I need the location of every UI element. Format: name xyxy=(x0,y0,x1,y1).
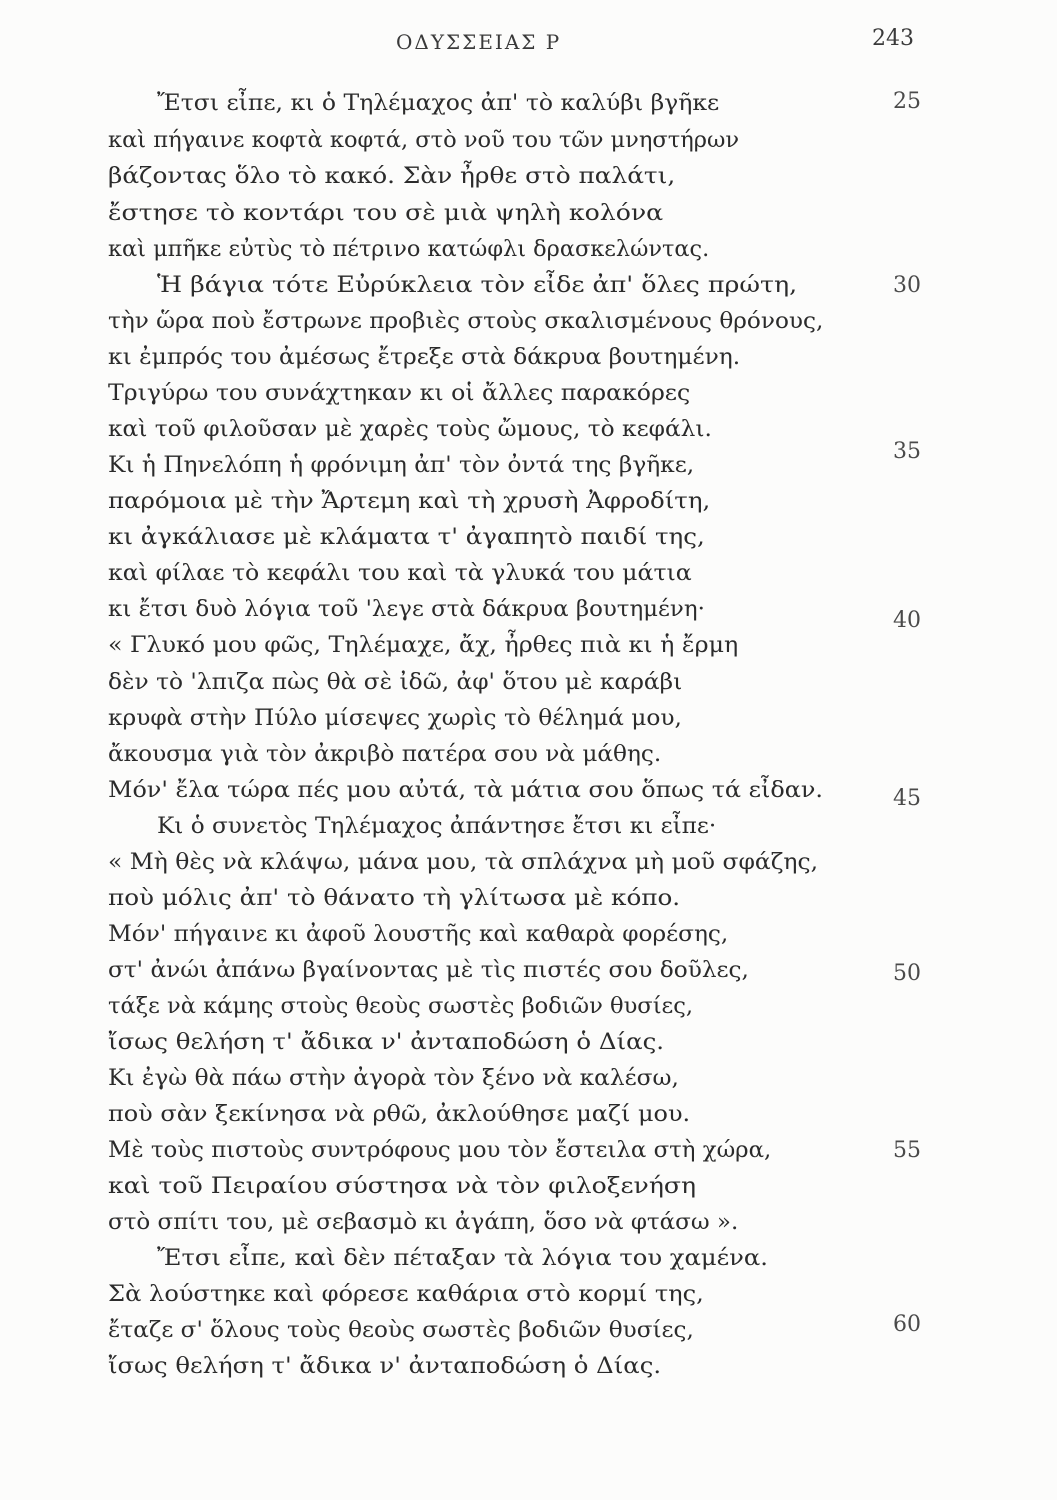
line-number: 25 xyxy=(893,89,921,114)
verse-line: Κι ἐγὼ θὰ πάω στὴν ἀγορὰ τὸν ξένο νὰ καλέσω, xyxy=(108,1066,679,1091)
verse-line: Κι ἡ Πηνελόπη ἡ φρόνιμη ἀπ' τὸν ὀντά της βγῆκε, xyxy=(108,453,695,478)
verse-line: Ἔτσι εἶπε, κι ὁ Τηλέμαχος ἀπ' τὸ καλύβι βγῆκε xyxy=(157,91,720,116)
verse-line: Μὲ τοὺς πιστοὺς συντρόφους μου τὸν ἔστειλα στὴ χώρα, xyxy=(108,1138,772,1163)
verse-line: καὶ πήγαινε κοφτὰ κοφτά, στὸ νοῦ του τῶν μνηστήρων xyxy=(108,128,740,153)
verse-line: τάξε νὰ κάμης στοὺς θεοὺς σωστὲς βοδιῶν θυσίες, xyxy=(108,994,694,1019)
verse-line: Σὰ λούστηκε καὶ φόρεσε καθάρια στὸ κορμί της, xyxy=(108,1282,704,1307)
line-number: 35 xyxy=(893,439,921,464)
verse-line: κι ἔτσι δυὸ λόγια τοῦ 'λεγε στὰ δάκρυα βουτημένη· xyxy=(108,597,705,622)
verse-line: Μόν' πήγαινε κι ἀφοῦ λουστῆς καὶ καθαρὰ φορέσης, xyxy=(108,922,729,947)
verse-line: στὸ σπίτι του, μὲ σεβασμὸ κι ἀγάπη, ὅσο νὰ φτάσω ». xyxy=(108,1210,739,1235)
running-head: ΟΔΥΣΣΕΙΑΣ Ρ xyxy=(396,30,562,54)
verse-line: στ' ἀνώι ἀπάνω βγαίνοντας μὲ τὶς πιστές σου δοῦλες, xyxy=(108,958,749,983)
verse-line: ἔστησε τὸ κοντάρι του σὲ μιὰ ψηλὴ κολόνα xyxy=(108,201,664,226)
line-number: 40 xyxy=(893,608,921,633)
verse-line: παρόμοια μὲ τὴν Ἄρτεμη καὶ τὴ χρυσὴ Ἀφροδίτη, xyxy=(108,489,711,514)
line-number: 55 xyxy=(893,1138,921,1163)
verse-line: καὶ τοῦ φιλοῦσαν μὲ χαρὲς τοὺς ὤμους, τὸ κεφάλι. xyxy=(108,417,712,442)
verse-line: Ἔτσι εἶπε, καὶ δὲν πέταξαν τὰ λόγια του χαμένα. xyxy=(157,1246,769,1271)
verse-line: ἄκουσμα γιὰ τὸν ἀκριβὸ πατέρα σου νὰ μάθης. xyxy=(108,742,662,767)
verse-line: κρυφὰ στὴν Πύλο μίσεψες χωρὶς τὸ θέλημά μου, xyxy=(108,706,682,731)
verse-line: κι ἀγκάλιασε μὲ κλάματα τ' ἀγαπητὸ παιδί της, xyxy=(108,525,705,550)
verse-line: Μόν' ἔλα τώρα πές μου αὐτά, τὰ μάτια σου ὅπως τά εἶδαν. xyxy=(108,778,823,803)
verse-line: τὴν ὥρα ποὺ ἔστρωνε προβιὲς στοὺς σκαλισμένους θρόνους, xyxy=(108,309,824,334)
verse-line: καὶ τοῦ Πειραίου σύστησα νὰ τὸν φιλοξενήση xyxy=(108,1174,697,1199)
verse-line: ποὺ μόλις ἀπ' τὸ θάνατο τὴ γλίτωσα μὲ κόπο. xyxy=(108,886,681,911)
verse-line: ποὺ σὰν ξεκίνησα νὰ ρθῶ, ἀκλούθησε μαζί μου. xyxy=(108,1102,691,1127)
verse-line: καὶ μπῆκε εὐτὺς τὸ πέτρινο κατώφλι δρασκελώντας. xyxy=(108,237,710,262)
verse-line: ἴσως θελήση τ' ἄδικα ν' ἀνταποδώση ὁ Δίας. xyxy=(108,1354,662,1379)
verse-line: κι ἐμπρός του ἀμέσως ἔτρεξε στὰ δάκρυα βουτημένη. xyxy=(108,345,741,370)
verse-line: « Μὴ θὲς νὰ κλάψω, μάνα μου, τὰ σπλάχνα μὴ μοῦ σφάζης, xyxy=(108,850,819,875)
verse-line: Κι ὁ συνετὸς Τηλέμαχος ἀπάντησε ἔτσι κι εἶπε· xyxy=(157,814,717,839)
verse-line: καὶ φίλαε τὸ κεφάλι του καὶ τὰ γλυκά του μάτια xyxy=(108,561,692,586)
line-number: 60 xyxy=(893,1312,921,1337)
verse-line: Τριγύρω του συνάχτηκαν κι οἱ ἄλλες παρακόρες xyxy=(108,381,691,406)
line-number: 45 xyxy=(893,786,921,811)
verse-line: « Γλυκό μου φῶς, Τηλέμαχε, ἄχ, ἦρθες πιὰ κι ἡ ἔρμη xyxy=(108,633,739,658)
line-number: 50 xyxy=(893,961,921,986)
verse-line: ἴσως θελήση τ' ἄδικα ν' ἀνταποδώση ὁ Δίας. xyxy=(108,1030,665,1055)
verse-line: δὲν τὸ 'λπιζα πὼς θὰ σὲ ἰδῶ, ἀφ' ὅτου μὲ καράβι xyxy=(108,670,683,695)
verse-line: Ἡ βάγια τότε Εὐρύκλεια τὸν εἶδε ἀπ' ὅλες πρώτη, xyxy=(157,273,798,298)
page-number: 243 xyxy=(872,26,914,51)
verse-line: βάζοντας ὅλο τὸ κακό. Σὰν ἦρθε στὸ παλάτι, xyxy=(108,164,676,189)
line-number: 30 xyxy=(893,273,921,298)
verse-line: ἔταζε σ' ὅλους τοὺς θεοὺς σωστὲς βοδιῶν θυσίες, xyxy=(108,1318,694,1343)
